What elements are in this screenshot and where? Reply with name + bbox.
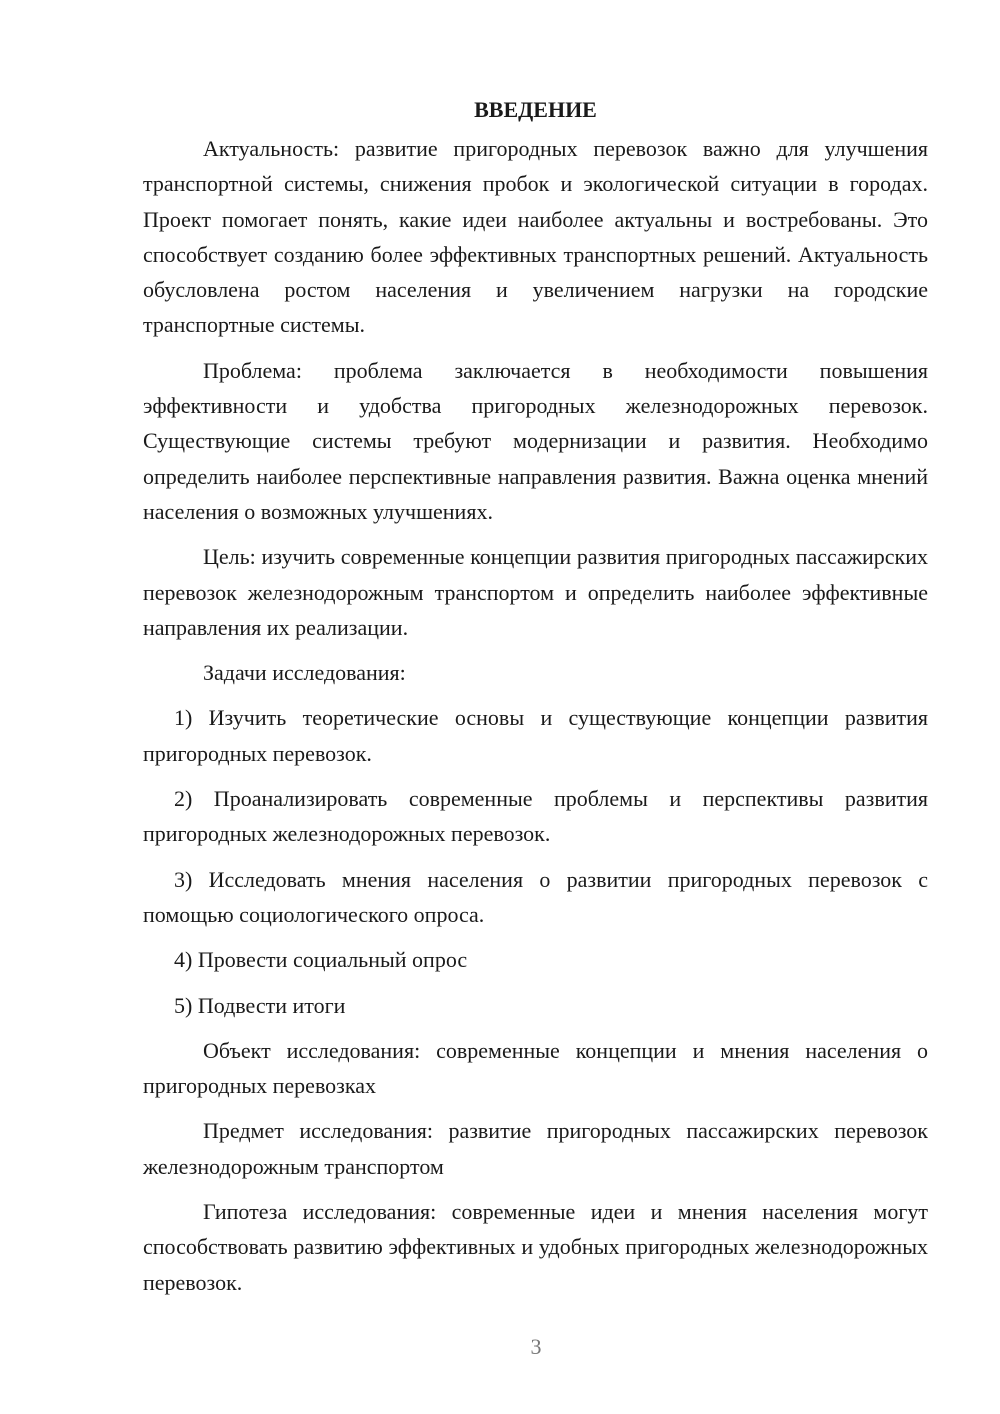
task-item-4: 4) Провести социальный опрос bbox=[174, 947, 468, 973]
problem-paragraph: Проблема: проблема заключается в необходимости повышения эффективности и удобства пригородных железнодорожных перевозок. Существующие системы требуют модернизации и развития. Необходимо определить наиболее перспективные направления развития. Важна оценка мнений населения о возможных улучшениях. bbox=[143, 357, 928, 524]
hypothesis-paragraph: Гипотеза исследования: современные идеи и мнения населения могут способствовать развитию эффективных и удобных пригородных железнодорожных перевозок. bbox=[143, 1199, 928, 1295]
tasks-heading: Задачи исследования: bbox=[203, 660, 406, 686]
task-item-5: 5) Подвести итоги bbox=[174, 992, 346, 1018]
goal-paragraph: Цель: изучить современные концепции развития пригородных пассажирских перевозок железнодорожным транспортом и определить наиболее эффективные направления их реализации. bbox=[143, 544, 928, 640]
object-paragraph: Объект исследования: современные концепции и мнения населения о пригородных перевозках bbox=[143, 1037, 928, 1099]
task-item-2: 2) Проанализировать современные проблемы и перспективы развития пригородных железнодорожных перевозок. bbox=[143, 786, 928, 847]
task-item-3: 3) Исследовать мнения населения о развитии пригородных перевозок с помощью социологического опроса. bbox=[143, 866, 928, 927]
subject-paragraph: Предмет исследования: развитие пригородных пассажирских перевозок железнодорожным транспортом bbox=[143, 1118, 928, 1179]
relevance-paragraph: Актуальность: развитие пригородных перевозок важно для улучшения транспортной системы, снижения пробок и экологической ситуации в городах. Проект помогает понять, какие идеи наиболее актуальны и востребованы. Это способствует созданию более эффективных транспортных решений. Актуальность обусловлена ростом населения и увеличением нагрузки на городские транспортные системы. bbox=[143, 136, 928, 338]
document-page bbox=[143, 92, 928, 1300]
section-title: ВВЕДЕНИЕ bbox=[474, 97, 597, 122]
task-item-1: 1) Изучить теоретические основы и существующие концепции развития пригородных перевозок. bbox=[143, 705, 928, 766]
page-number: 3 bbox=[530, 1334, 542, 1359]
